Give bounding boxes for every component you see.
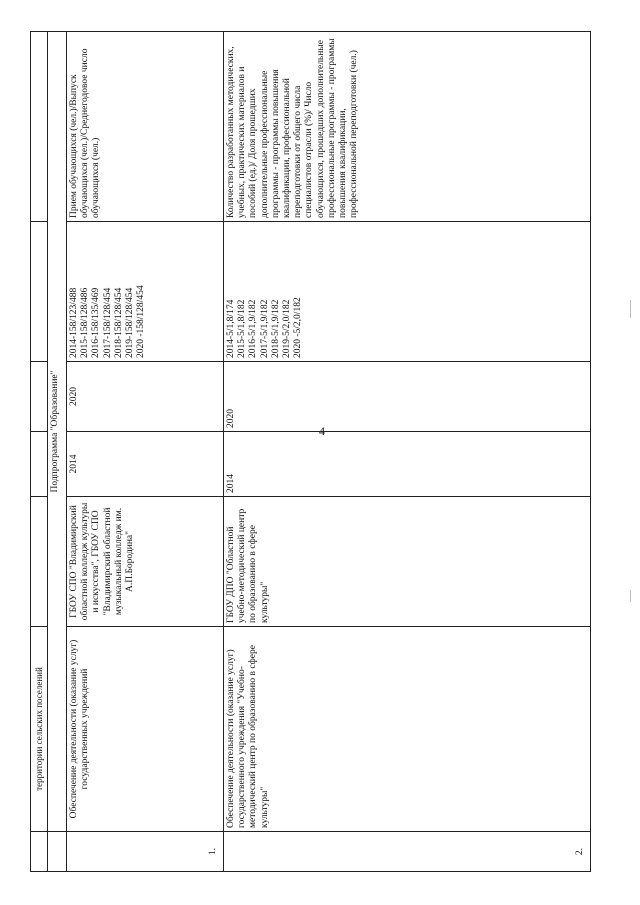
row-activity: Обеспечение деятельности (оказание услуг) государственных учреждений [67, 627, 224, 832]
rotated-table-container [30, 32, 610, 872]
subprogram-table [30, 31, 591, 872]
table-row [67, 32, 224, 872]
header-cell-start [31, 432, 48, 497]
row-start-year: 2014 [67, 432, 224, 497]
row-end-year: 2020 [224, 362, 591, 432]
row-indicator: Количество разработанных методических, учебных, практических материалов и пособий (ед.)/ Доля прошедших дополнительные профессиональные программы - программы повышения квалификации, профессиональной переподготовки от общего числа специалистов отрасли (%)/ Число обучающихся, прошедших дополнительные профессиональные программы - программы повышения квалификации, профессиональной переподготовки (чел.) [224, 32, 591, 222]
header-cell-values [31, 222, 48, 362]
scan-artifact [630, 300, 631, 318]
subprogram-number-cell [48, 832, 67, 872]
header-cell-end [31, 362, 48, 432]
row-executor: ГБОУ ДПО "Областной учебно-методический центр по образованию в сфере культуры" [224, 497, 591, 627]
row-start-year: 2014 [224, 432, 591, 497]
row-indicator: Прием обучающихся (чел.)/Выпуск обучающихся (чел.)/Среднегодовое число обучающихся (чел.) [67, 32, 224, 222]
row-executor: ГБОУ СПО "Владимирский областной колледж культуры и искусства", ГБОУ СПО "Владимирский областной музыкальный колледж им. А.П.Бородина" [67, 497, 224, 627]
header-cell-number [31, 832, 48, 872]
table-row [224, 32, 591, 872]
subprogram-title: Подпрограмма "Образование" [48, 32, 67, 832]
row-number: 2. [224, 832, 591, 872]
header-cell-indicator [31, 32, 48, 222]
row-activity: Обеспечение деятельности (оказание услуг) государственного учреждения "Учебно-методический центр по образованию в сфере культуры" [224, 627, 591, 832]
header-row [31, 32, 48, 872]
row-values: 2014-5/1,8/174 2015-5/1,8/182 2016-5/1,9/182 2017-5/1,9/182 2018-5/1,9/182 2019-5/2,0/182 2020 -5/2,0/182 [224, 222, 591, 362]
header-cell-territory: территории сельских поселений [31, 627, 48, 832]
header-cell-executor [31, 497, 48, 627]
subprogram-row [48, 32, 67, 872]
scan-artifact [630, 590, 631, 602]
row-end-year: 2020 [67, 362, 224, 432]
page-number: 4 [319, 424, 325, 438]
row-values: 2014-158/123/488 2015-158/128/486 2016-158/135/469 2017-158/128/454 2018-158/128/454 2019-158/128/454 2020 -158/128/454 [67, 222, 224, 362]
row-number: 1. [67, 832, 224, 872]
